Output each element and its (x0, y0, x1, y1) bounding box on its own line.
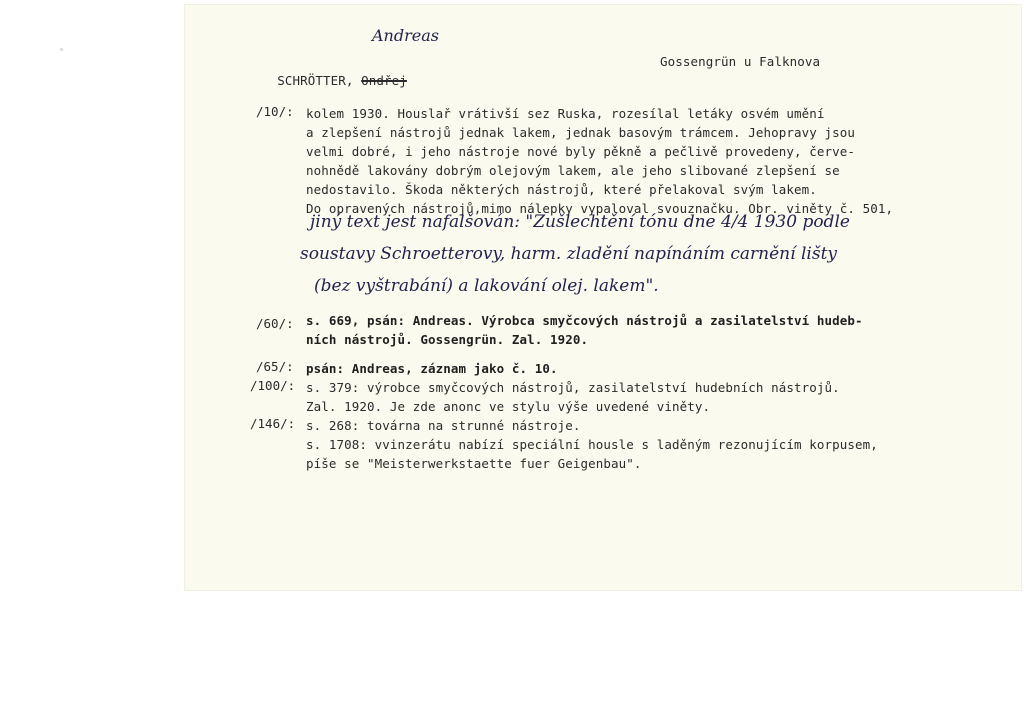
card-heading-name (262, 52, 407, 90)
entry-10-line-3: velmi dobré, i jeho nástroje nové byly pěkně a pečlivě provedeny, červe- (306, 144, 856, 159)
entry-146-line-2: s. 1708: vvinzerátu nabízí speciální housle s laděným rezonujícím korpusem, (306, 437, 878, 452)
entry-ref-100: /100/: (250, 378, 296, 393)
entry-60-line-1: s. 669, psán: Andreas. Výrobca smyčcových nástrojů a zasilatelství hudeb- (306, 313, 863, 328)
entry-100-line-2: Zal. 1920. Je zde anonc ve stylu výše uvedené viněty. (306, 399, 711, 414)
entry-65-line-1: psán: Andreas, záznam jako č. 10. (306, 361, 558, 376)
entry-60-line-2: ních nástrojů. Gossengrün. Zal. 1920. (306, 332, 589, 347)
entry-10-line-6: Do opravených nástrojů,mimo nálepky vypaloval svouznačku. Obr. viněty č. 501, (306, 201, 894, 216)
entry-10-line-5: nedostavilo. Škoda některých nástrojů, které přelakoval svým lakem. (306, 182, 817, 197)
entry-100-line-1: s. 379: výrobce smyčcových nástrojů, zasilatelství hudebních nástrojů. (306, 380, 840, 395)
handwritten-note-line-2: soustavy Schroetterovy, harm. zladění napínáním carnění lišty (300, 244, 838, 264)
entry-146-line-1: s. 268: továrna na strunné nástroje. (306, 418, 581, 433)
entry-146-line-3: píše se "Meisterwerkstaette fuer Geigenbau". (306, 456, 642, 471)
struck-given-name: Ondřej (361, 73, 407, 88)
entry-10-line-2: a zlepšení nástrojů jednak lakem, jednak basovým trámcem. Jehopravy jsou (306, 125, 856, 140)
catalog-card (184, 4, 1022, 591)
entry-10-line-4: nohnědě lakovány dobrým olejovým lakem, ale jeho slibované zlepšení se (306, 163, 840, 178)
card-heading-place: Gossengrün u Falknova (660, 54, 821, 69)
entry-ref-10: /10/: (256, 104, 294, 119)
scan-speck (60, 48, 63, 51)
entry-ref-65: /65/: (256, 359, 294, 374)
entry-ref-146: /146/: (250, 416, 296, 431)
handwritten-note-line-1: jiný text jest nafalšován: "Zušlechtění tónu dne 4/4 1930 podle (310, 212, 850, 232)
handwritten-name-correction: Andreas (372, 26, 439, 45)
handwritten-note-line-3: (bez vyštrabání) a lakování olej. lakem". (314, 276, 659, 296)
entry-ref-60: /60/: (256, 316, 294, 331)
entry-10-line-1: kolem 1930. Houslař vrátivší sez Ruska, rozesílal letáky osvém umění (306, 106, 825, 121)
surname: SCHRÖTTER, (277, 73, 362, 88)
